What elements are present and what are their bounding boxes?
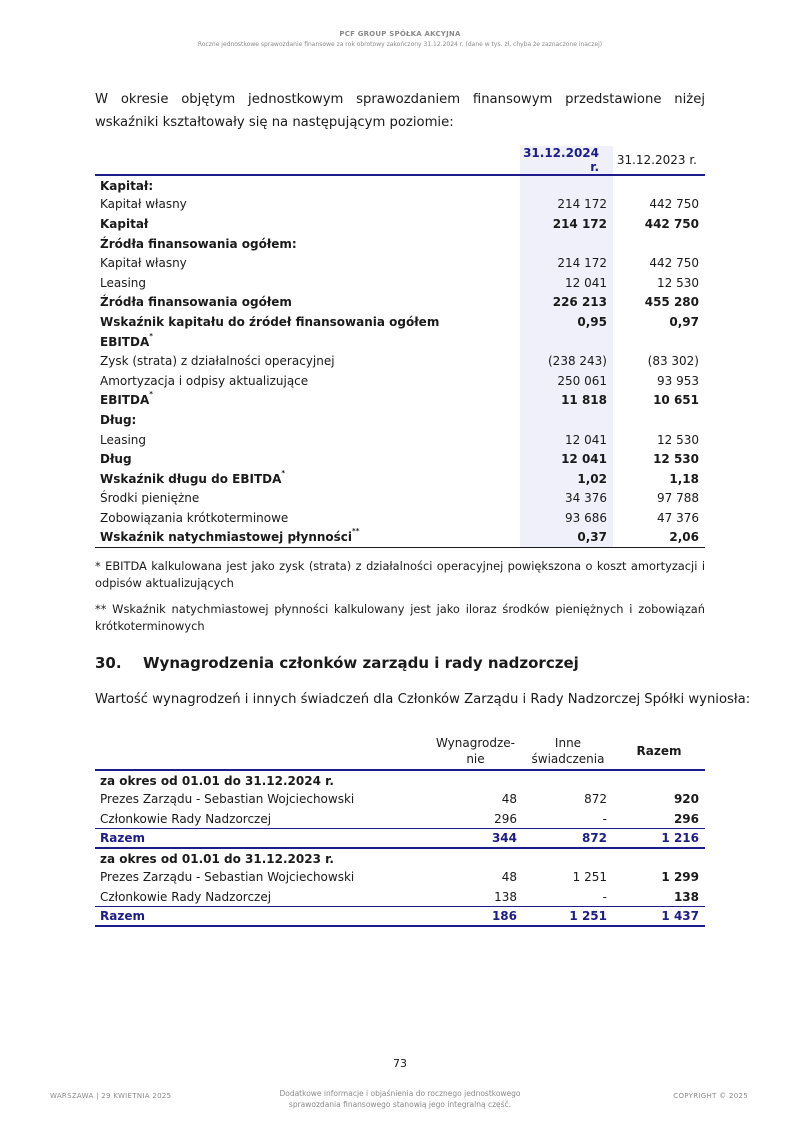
ratios-header-label — [95, 146, 520, 175]
row-label — [95, 449, 520, 469]
table-row — [95, 809, 705, 829]
row-label-text: EBITDA — [100, 334, 150, 349]
period-row — [95, 770, 705, 790]
row-label — [95, 391, 520, 411]
row-label: Prezes Zarządu - Sebastian Wojciechowski — [100, 870, 355, 885]
row-label — [95, 195, 520, 215]
row-label — [95, 312, 520, 332]
row-label — [95, 508, 520, 528]
intro-paragraph: W okresie objętym jednostkowym sprawozdaniem finansowym przedstawione niżej wskaźniki kształtowały się na następującym poziomie: — [95, 92, 705, 130]
row-label-text: Amortyzacja i odpisy aktualizujące — [100, 373, 309, 388]
value-prior: 442 750 — [649, 256, 699, 271]
other-value: - — [602, 889, 607, 904]
value-prior: (83 302) — [647, 354, 699, 369]
value-prior: 97 788 — [657, 491, 699, 506]
table-row — [95, 868, 705, 888]
row-label-text: Wskaźnik kapitału do źródeł finansowania ogółem — [100, 314, 440, 329]
value-current: 12 041 — [520, 273, 613, 293]
row-label — [95, 430, 520, 450]
row-label-text: Leasing — [100, 432, 147, 447]
compensation-table — [95, 732, 705, 927]
value-prior: 455 280 — [644, 295, 699, 310]
value-current: 1,02 — [520, 469, 613, 489]
col-header-other-line2: świadczenia — [531, 751, 605, 766]
value-current: 250 061 — [520, 371, 613, 391]
ratios-header-row — [95, 146, 705, 175]
row-label — [95, 214, 520, 234]
value-current — [520, 175, 613, 195]
other-value: 1 251 — [572, 870, 607, 885]
footnote-marker: ** — [352, 527, 360, 536]
row-label — [95, 234, 520, 254]
company-name: PCF GROUP SPÓŁKA AKCYJNA — [339, 30, 461, 38]
table-row — [95, 273, 705, 293]
total-value: 1 216 — [613, 829, 705, 849]
footnote-liquidity: ** Wskaźnik natychmiastowej płynności kalkulowany jest jako iloraz środków pieniężnych i zobowiązań krótkoterminowych — [95, 602, 705, 633]
footer-note-line2: sprawozdania finansowego stanowią jego integralną część. — [288, 1100, 512, 1109]
row-label — [95, 175, 520, 195]
col-header-total: Razem — [613, 732, 705, 770]
section-heading — [95, 654, 579, 672]
table-row — [95, 391, 705, 411]
value-current: 12 041 — [520, 449, 613, 469]
section-number: 30. — [95, 654, 122, 672]
value-prior: 0,97 — [669, 314, 699, 329]
table-row — [95, 469, 705, 489]
table-row — [95, 430, 705, 450]
value-current: 214 172 — [520, 253, 613, 273]
compensation-intro: Wartość wynagrodzeń i innych świadczeń dla Członków Zarządu i Rady Nadzorczej Spółki wyniosła: — [95, 692, 751, 707]
col-header-salary — [428, 732, 523, 770]
report-subtitle: Roczne jednostkowe sprawozdanie finansowe za rok obrotowy zakończony 31.12.2024 r. (dane w tys. zł, chyba że zaznaczone inaczej) — [197, 41, 603, 48]
footnote-marker: * — [149, 331, 153, 340]
row-label — [95, 371, 520, 391]
row-label-text: Wskaźnik długu do EBITDA — [100, 471, 282, 486]
value-current: 226 213 — [520, 293, 613, 313]
row-label — [95, 273, 520, 293]
row-label: Członkowie Rady Nadzorczej — [100, 889, 272, 904]
col-header-current: 31.12.2024 r. — [520, 146, 613, 175]
row-label — [95, 351, 520, 371]
other-value: 872 — [523, 829, 613, 849]
compensation-header-row — [95, 732, 705, 770]
table-row — [95, 253, 705, 273]
row-label-text: Kapitał — [100, 216, 149, 231]
table-row — [95, 449, 705, 469]
page-header — [0, 30, 800, 48]
row-label — [95, 469, 520, 489]
value-prior: 2,06 — [613, 528, 705, 548]
table-row — [95, 489, 705, 509]
value-current: 11 818 — [520, 391, 613, 411]
row-label — [95, 410, 520, 430]
value-prior — [613, 175, 705, 195]
row-label: Prezes Zarządu - Sebastian Wojciechowski — [100, 792, 355, 807]
row-label — [95, 293, 520, 313]
footer-note-line1: Dodatkowe informacje i objaśnienia do rocznego jednostkowego — [279, 1089, 521, 1098]
total-value: 138 — [673, 889, 699, 904]
value-prior: 93 953 — [657, 373, 699, 388]
table-row — [95, 508, 705, 528]
value-prior: 12 530 — [657, 432, 699, 447]
col-header-prior: 31.12.2023 r. — [613, 146, 705, 175]
col-header-salary-line1: Wynagrodze- — [436, 735, 515, 750]
table-row — [95, 293, 705, 313]
value-current: 214 172 — [520, 195, 613, 215]
period-title: za okres od 01.01 do 31.12.2024 r. — [100, 774, 334, 789]
table-row — [95, 528, 705, 548]
row-label-text: Źródła finansowania ogółem: — [100, 236, 297, 251]
period-row — [95, 848, 705, 868]
row-label-text: Kapitał: — [100, 179, 154, 194]
col-header-salary-line2: nie — [466, 751, 485, 766]
value-prior: 1,18 — [669, 471, 699, 486]
salary-value: 186 — [428, 907, 523, 927]
table-row — [95, 371, 705, 391]
ratios-table — [95, 146, 705, 548]
value-prior — [613, 332, 705, 352]
table-row — [95, 234, 705, 254]
table-row — [95, 410, 705, 430]
row-label-text: EBITDA — [100, 393, 150, 408]
row-label — [95, 332, 520, 352]
value-current — [520, 332, 613, 352]
footer-location-date: WARSZAWA | 29 KWIETNIA 2025 — [50, 1092, 172, 1100]
value-prior: 12 530 — [657, 275, 699, 290]
value-prior: 442 750 — [644, 216, 699, 231]
section-title: Wynagrodzenia członków zarządu i rady nadzorczej — [143, 654, 579, 672]
table-row — [95, 351, 705, 371]
page-number: 73 — [393, 1057, 407, 1070]
table-row — [95, 887, 705, 907]
table-row — [95, 175, 705, 195]
value-current — [520, 410, 613, 430]
total-row — [95, 829, 705, 849]
value-current: 214 172 — [520, 214, 613, 234]
value-current: 12 041 — [520, 430, 613, 450]
value-prior: 12 530 — [653, 452, 699, 467]
value-current: 0,37 — [520, 528, 613, 548]
row-label: Razem — [95, 829, 428, 849]
ratios-body — [95, 175, 705, 547]
value-prior: 47 376 — [657, 510, 699, 525]
total-value: 920 — [673, 792, 699, 807]
salary-value: 48 — [501, 870, 517, 885]
other-value: 872 — [584, 792, 607, 807]
period-title: za okres od 01.01 do 31.12.2023 r. — [100, 852, 334, 867]
row-label — [95, 253, 520, 273]
row-label — [95, 528, 520, 548]
table-row — [95, 214, 705, 234]
total-value: 1 299 — [661, 870, 699, 885]
salary-value: 296 — [494, 811, 517, 826]
row-label-text: Dług — [100, 452, 132, 467]
footnote-ebitda: * EBITDA kalkulowana jest jako zysk (strata) z działalności operacyjnej powiększona o koszt amortyzacji i odpisów aktualizujących — [95, 559, 705, 590]
table-row — [95, 195, 705, 215]
row-label-text: Wskaźnik natychmiastowej płynności — [100, 530, 353, 545]
value-prior — [613, 234, 705, 254]
total-value: 296 — [673, 811, 699, 826]
value-prior: 10 651 — [653, 393, 699, 408]
value-current: (238 243) — [520, 351, 613, 371]
value-current: 34 376 — [520, 489, 613, 509]
compensation-header-label — [95, 732, 428, 770]
table-row — [95, 312, 705, 332]
other-value: 1 251 — [523, 907, 613, 927]
value-prior — [613, 410, 705, 430]
footnote-marker: * — [281, 468, 286, 477]
col-header-other-line1: Inne — [554, 735, 582, 750]
row-label-text: Kapitał własny — [100, 256, 187, 271]
col-header-other — [523, 732, 613, 770]
salary-value: 344 — [428, 829, 523, 849]
row-label — [95, 489, 520, 509]
other-value: - — [602, 811, 607, 826]
row-label: Członkowie Rady Nadzorczej — [100, 811, 272, 826]
value-prior: 442 750 — [649, 197, 699, 212]
row-label: Razem — [95, 907, 428, 927]
row-label-text: Źródła finansowania ogółem — [100, 295, 292, 310]
total-value: 1 437 — [613, 907, 705, 927]
value-current — [520, 234, 613, 254]
value-current: 93 686 — [520, 508, 613, 528]
row-label-text: Środki pieniężne — [100, 491, 200, 506]
footer-copyright: COPYRIGHT © 2025 — [673, 1092, 748, 1100]
salary-value: 138 — [494, 889, 517, 904]
footnote-marker: * — [149, 390, 153, 399]
salary-value: 48 — [501, 792, 517, 807]
table-row — [95, 332, 705, 352]
total-row — [95, 907, 705, 927]
row-label-text: Zysk (strata) z działalności operacyjnej — [100, 354, 335, 369]
value-current: 0,95 — [520, 312, 613, 332]
row-label-text: Dług: — [100, 412, 137, 427]
table-row — [95, 790, 705, 810]
row-label-text: Zobowiązania krótkoterminowe — [100, 510, 289, 525]
row-label-text: Kapitał własny — [100, 197, 187, 212]
row-label-text: Leasing — [100, 275, 147, 290]
